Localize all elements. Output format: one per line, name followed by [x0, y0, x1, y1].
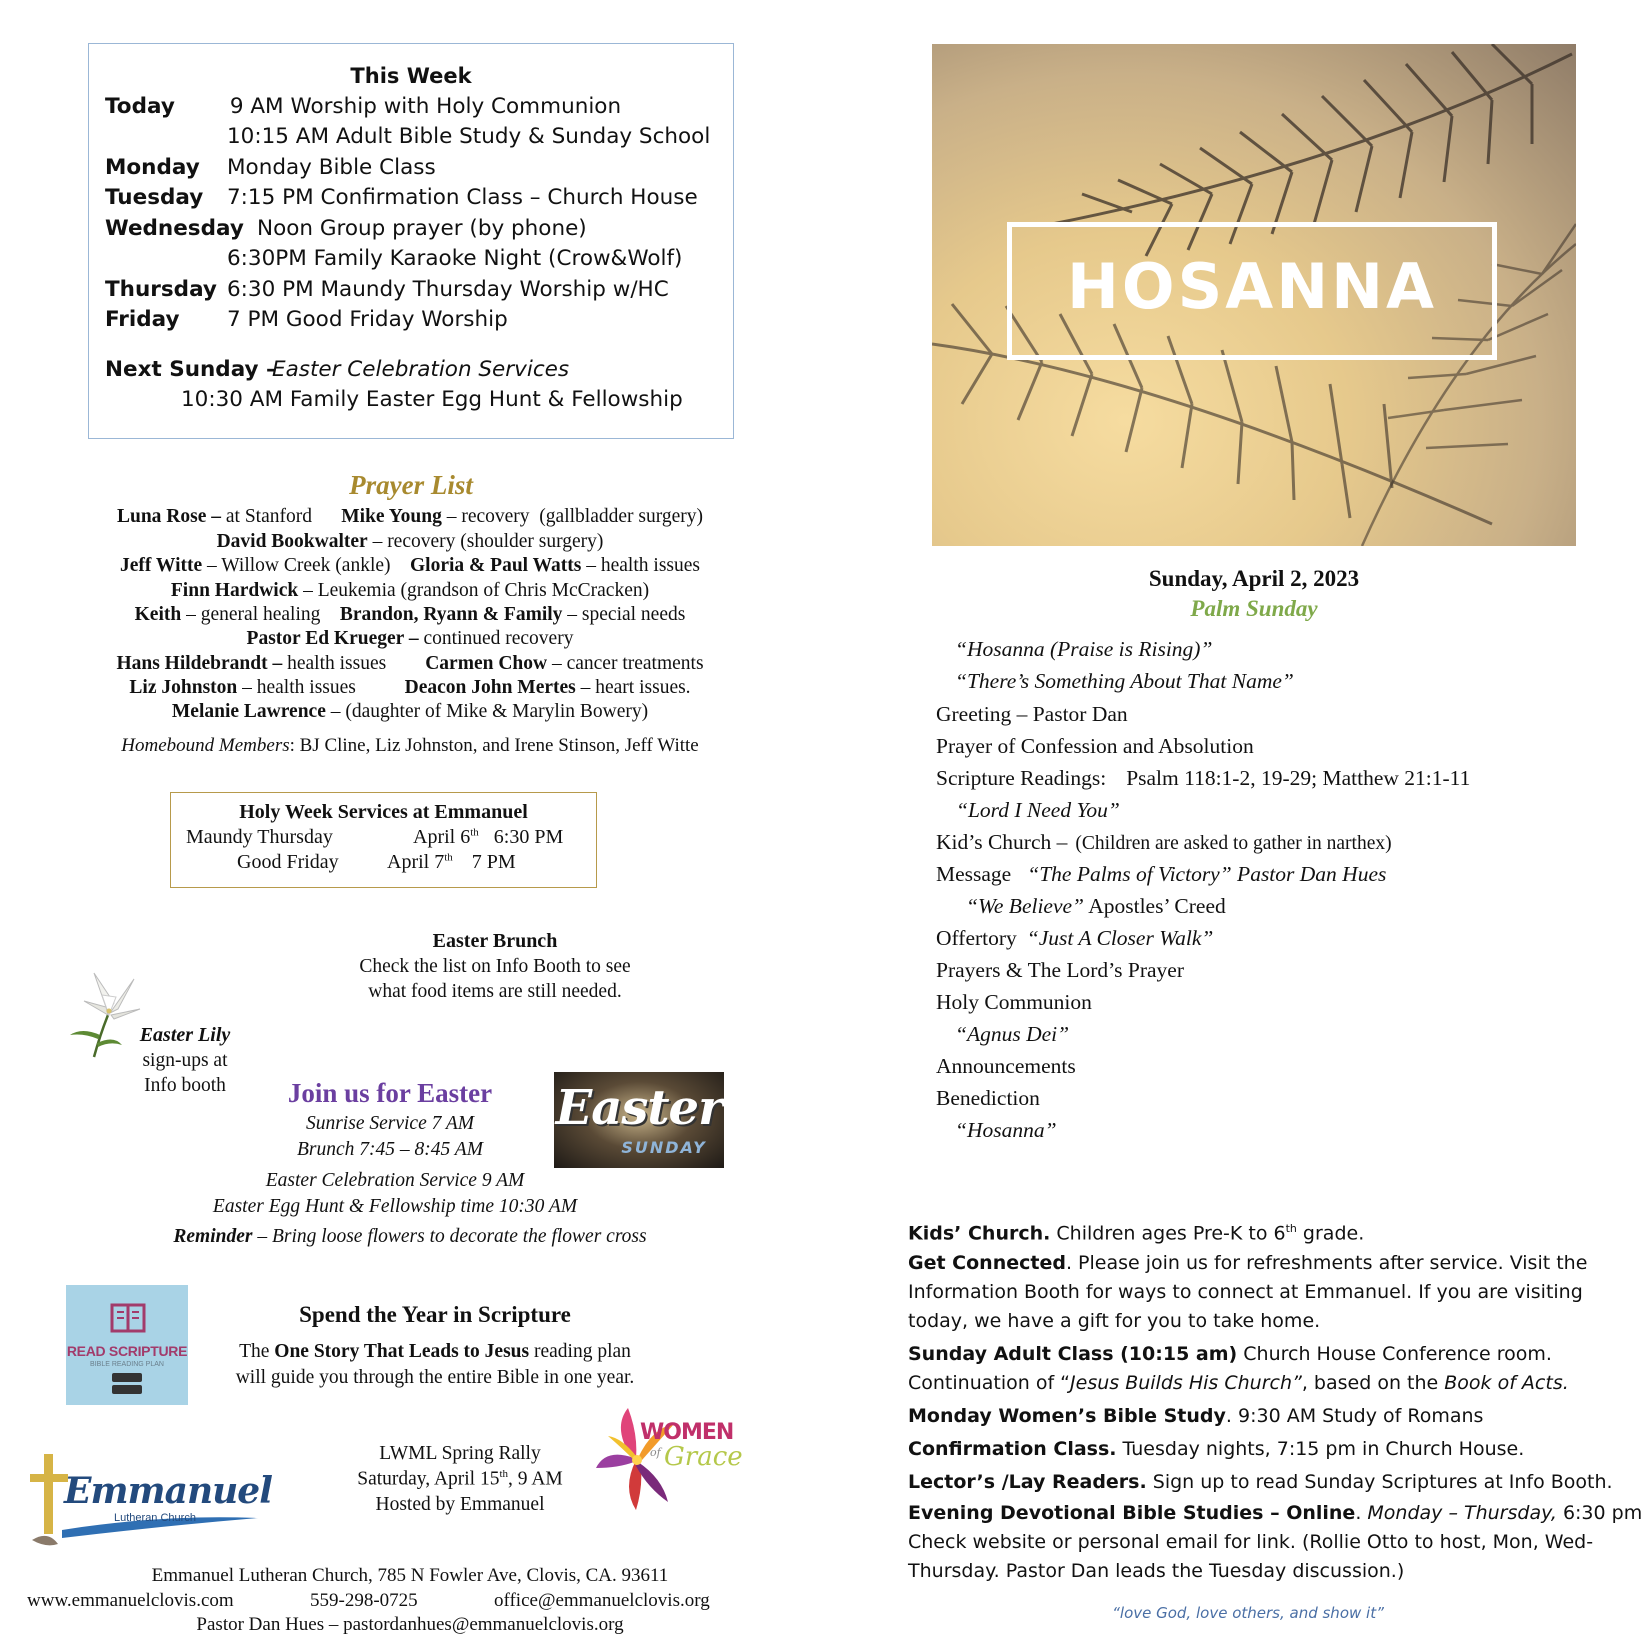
easter-logo-sub: SUNDAY	[621, 1138, 707, 1157]
announce-adult-class: Sunday Adult Class (10:15 am) Church House Conference room.	[908, 1343, 1552, 1365]
kids-church: Kid’s Church – (Children are asked to gather in narthex)	[936, 830, 1392, 854]
join-easter-celebration: Easter Celebration Service 9 AM	[265, 1170, 525, 1191]
join-easter-sunrise: Sunrise Service 7 AM	[305, 1113, 475, 1134]
announce-get-connected-2: Information Booth for ways to connect at Emmanuel. If you are visiting	[908, 1281, 1583, 1303]
offertory: Offertory “Just A Closer Walk”	[936, 926, 1214, 950]
holy-week-title: Holy Week Services at Emmanuel	[239, 801, 528, 823]
motto: “love God, love others, and show it”	[1112, 1604, 1384, 1622]
announce-get-connected: Get Connected. Please join us for refreshments after service. Visit the	[908, 1252, 1588, 1274]
lwml-line3: Hosted by Emmanuel	[375, 1494, 545, 1515]
prayer-name: Liz Johnston	[129, 677, 238, 698]
bible-icon	[110, 1303, 146, 1333]
emmanuel-logo-name: Emmanuel	[64, 1470, 272, 1512]
greeting: Greeting – Pastor Dan	[936, 702, 1128, 726]
prayer-line	[40, 677, 780, 699]
read-scripture-title: READ SCRIPTURE	[66, 1343, 188, 1359]
prayer-detail: – recovery (shoulder surgery)	[367, 531, 604, 552]
homebound-members: Homebound Members: BJ Cline, Liz Johnston, and Irene Stinson, Jeff Witte	[121, 735, 699, 756]
announce-evening-studies: Evening Devotional Bible Studies – Online. Monday – Thursday, 6:30 pm	[908, 1502, 1643, 1524]
prayer-detail: continued recovery	[418, 628, 574, 649]
announce-evening-studies-2: Check website or personal email for link. (Rollie Otto to host, Mon, Wed-	[908, 1531, 1594, 1553]
prayer-line	[40, 701, 780, 723]
join-easter-title: Join us for Easter	[287, 1078, 493, 1108]
announce-womens-study: Monday Women’s Bible Study. 9:30 AM Study of Romans	[908, 1405, 1484, 1427]
footer-address: Emmanuel Lutheran Church, 785 N Fowler Ave, Clovis, CA. 93611	[151, 1565, 669, 1586]
prayer-detail: at Stanford	[221, 506, 342, 527]
prayer-name: David Bookwalter	[216, 531, 368, 552]
apostles-creed: “We Believe” Apostles’ Creed	[966, 894, 1226, 918]
scripture-readings: Scripture Readings: Psalm 118:1-2, 19-29; Matthew 21:1-11	[936, 766, 1471, 790]
prayer-line	[40, 555, 780, 577]
holy-row-friday-date: April 7th 7 PM	[387, 851, 516, 873]
prayer-line	[40, 580, 780, 602]
women-logo-grace: Grace	[664, 1442, 743, 1472]
scripture-line2: will guide you through the entire Bible in one year.	[235, 1367, 635, 1388]
announcements-item: Announcements	[936, 1054, 1076, 1078]
announce-adult-class-2: Continuation of “Jesus Builds His Church”, based on the Book of Acts.	[908, 1372, 1569, 1394]
join-easter-brunch: Brunch 7:45 – 8:45 AM	[297, 1139, 483, 1160]
prayer-name: Gloria & Paul Watts	[410, 555, 582, 576]
prayer-name: Finn Hardwick	[170, 580, 299, 601]
join-easter-egg-hunt: Easter Egg Hunt & Fellowship time 10:30 AM	[212, 1196, 578, 1217]
prayer-list-title: Prayer List	[349, 470, 473, 500]
prayer-detail: – (daughter of Mike & Marylin Bowery)	[325, 701, 649, 722]
this-week-box: This Week Today 9 AM Worship with Holy Communion 10:15 AM Adult Bible Study & Sunday School Monday Monday Bible Class Tuesday 7:15 PM Confirmation Class – Church House Wednesday Noon Group prayer (by phone) 6:30PM Family Karaoke Night (Crow&Wolf) Thursday 6:30 PM Maundy Thursday Worship w/HC Friday 7 PM Good Friday Worship Next Sunday – Easter Celebration Services 10:30 AM Family Easter Egg Hunt & Fellowship	[88, 43, 734, 439]
announce-evening-studies-3: Thursday. Pastor Dan leads the Tuesday discussion.)	[908, 1560, 1405, 1582]
announce-lector: Lector’s /Lay Readers. Sign up to read Sunday Scriptures at Info Booth.	[908, 1471, 1613, 1493]
holy-week-box	[170, 792, 597, 888]
read-scripture-sub: BIBLE READING PLAN	[90, 1361, 164, 1368]
prayer-detail: – general healing	[181, 604, 340, 625]
prayer-detail: – health issues	[581, 555, 700, 576]
prayer-line	[40, 653, 780, 675]
prayer-detail: – cancer treatments	[547, 653, 704, 674]
song-lord-i-need-you: “Lord I Need You”	[956, 798, 1120, 822]
prayer-detail: health issues	[282, 653, 426, 674]
women-of-grace-logo	[592, 1398, 752, 1518]
easter-sunday-logo	[554, 1072, 724, 1168]
scripture-title: Spend the Year in Scripture	[299, 1302, 571, 1327]
footer-phone[interactable]: 559-298-0725	[310, 1590, 418, 1611]
service-date: Sunday, April 2, 2023	[1148, 566, 1360, 591]
holy-row-maundy: Maundy Thursday	[186, 826, 333, 848]
prayer-detail: – Leukemia (grandson of Chris McCracken)	[298, 580, 650, 601]
prayer-detail: – health issues	[237, 677, 405, 698]
prayer-line	[40, 628, 780, 650]
easter-logo-word: Easter	[555, 1080, 723, 1136]
confession: Prayer of Confession and Absolution	[936, 734, 1254, 758]
week-row-thursday: Thursday 6:30 PM Maundy Thursday Worship w/HC	[105, 277, 669, 302]
prayer-name: Mike Young	[341, 506, 442, 527]
song-hosanna-praise: “Hosanna (Praise is Rising)”	[955, 637, 1213, 661]
service-subtitle: Palm Sunday	[1190, 596, 1318, 621]
week-row-monday: Monday Monday Bible Class	[105, 155, 436, 180]
week-next-sunday: Next Sunday – Easter Celebration Services	[105, 357, 570, 382]
easter-brunch-line1: Check the list on Info Booth to see	[359, 956, 631, 977]
emmanuel-logo-sub: Lutheran Church	[114, 1512, 196, 1524]
prayer-name: Keith	[134, 604, 182, 625]
easter-brunch-line2: what food items are still needed.	[368, 981, 622, 1002]
week-next-sunday-2: 10:30 AM Family Easter Egg Hunt & Fellowship	[181, 387, 683, 412]
prayer-name: Luna Rose –	[116, 506, 222, 527]
prayer-detail: – heart issues.	[575, 677, 691, 698]
easter-lily-title: Easter Lily	[139, 1024, 231, 1046]
read-scripture-badge	[66, 1285, 188, 1405]
women-logo-word: WOMEN	[640, 1420, 734, 1445]
lwml-line1: LWML Spring Rally	[379, 1443, 541, 1464]
prayer-detail: – Willow Creek (ankle)	[202, 555, 411, 576]
footer-website[interactable]: www.emmanuelclovis.com	[27, 1590, 234, 1611]
prayers: Prayers & The Lord’s Prayer	[936, 958, 1184, 982]
easter-brunch-title: Easter Brunch	[432, 930, 558, 952]
hosanna-word: HOSANNA	[1067, 250, 1437, 323]
app-store-badge-icon	[112, 1385, 142, 1394]
benediction: Benediction	[936, 1086, 1040, 1110]
join-easter-reminder: Reminder – Bring loose flowers to decorate the flower cross	[173, 1226, 647, 1247]
emmanuel-church-logo	[22, 1452, 272, 1557]
song-hosanna: “Hosanna”	[955, 1118, 1057, 1142]
announce-confirmation: Confirmation Class. Tuesday nights, 7:15 pm in Church House.	[908, 1438, 1525, 1460]
prayer-name: Deacon John Mertes	[404, 677, 576, 698]
holy-communion: Holy Communion	[936, 990, 1092, 1014]
announce-get-connected-3: today, we have a gift for you to take home.	[908, 1310, 1321, 1332]
song-something-about-name: “There’s Something About That Name”	[955, 669, 1294, 693]
message: Message “The Palms of Victory” Pastor Dan Hues	[936, 862, 1387, 886]
song-agnus-dei: “Agnus Dei”	[955, 1022, 1070, 1046]
prayer-name: Melanie Lawrence	[171, 701, 326, 722]
footer-email[interactable]: office@emmanuelclovis.org	[494, 1590, 710, 1611]
easter-lily-line2: Info booth	[144, 1075, 226, 1096]
week-row-friday: Friday 7 PM Good Friday Worship	[105, 307, 508, 332]
holy-row-friday: Good Friday	[237, 851, 339, 873]
prayer-name: Carmen Chow	[425, 653, 548, 674]
week-row-today: Today 9 AM Worship with Holy Communion	[105, 94, 622, 119]
footer-pastor: Pastor Dan Hues – pastordanhues@emmanuelclovis.org	[196, 1614, 624, 1635]
prayer-name: Hans Hildebrandt –	[116, 653, 283, 674]
prayer-name: Brandon, Ryann & Family	[339, 604, 563, 625]
week-row-tuesday: Tuesday 7:15 PM Confirmation Class – Church House	[105, 185, 698, 210]
week-row-wednesday: Wednesday Noon Group prayer (by phone)	[105, 216, 587, 241]
announce-kids-church: Kids’ Church. Children ages Pre-K to 6th grade.	[908, 1222, 1365, 1245]
this-week-title: This Week	[350, 64, 472, 88]
lwml-line2: Saturday, April 15th, 9 AM	[357, 1468, 563, 1490]
prayer-line	[40, 604, 780, 626]
prayer-name: Pastor Ed Krueger –	[246, 628, 419, 649]
google-play-badge-icon	[112, 1373, 142, 1382]
prayer-line	[40, 506, 780, 528]
prayer-name: Jeff Witte	[120, 555, 203, 576]
hosanna-cover-image	[932, 44, 1576, 546]
women-logo-of: of	[650, 1446, 661, 1459]
prayer-detail: – special needs	[562, 604, 686, 625]
scripture-line1: The One Story That Leads to Jesus reading plan	[239, 1341, 631, 1362]
easter-lily-line1: sign-ups at	[142, 1050, 228, 1071]
prayer-detail: – recovery (gallbladder surgery)	[441, 506, 703, 527]
prayer-line	[40, 531, 780, 553]
holy-row-maundy-date: April 6th 6:30 PM	[413, 826, 564, 848]
